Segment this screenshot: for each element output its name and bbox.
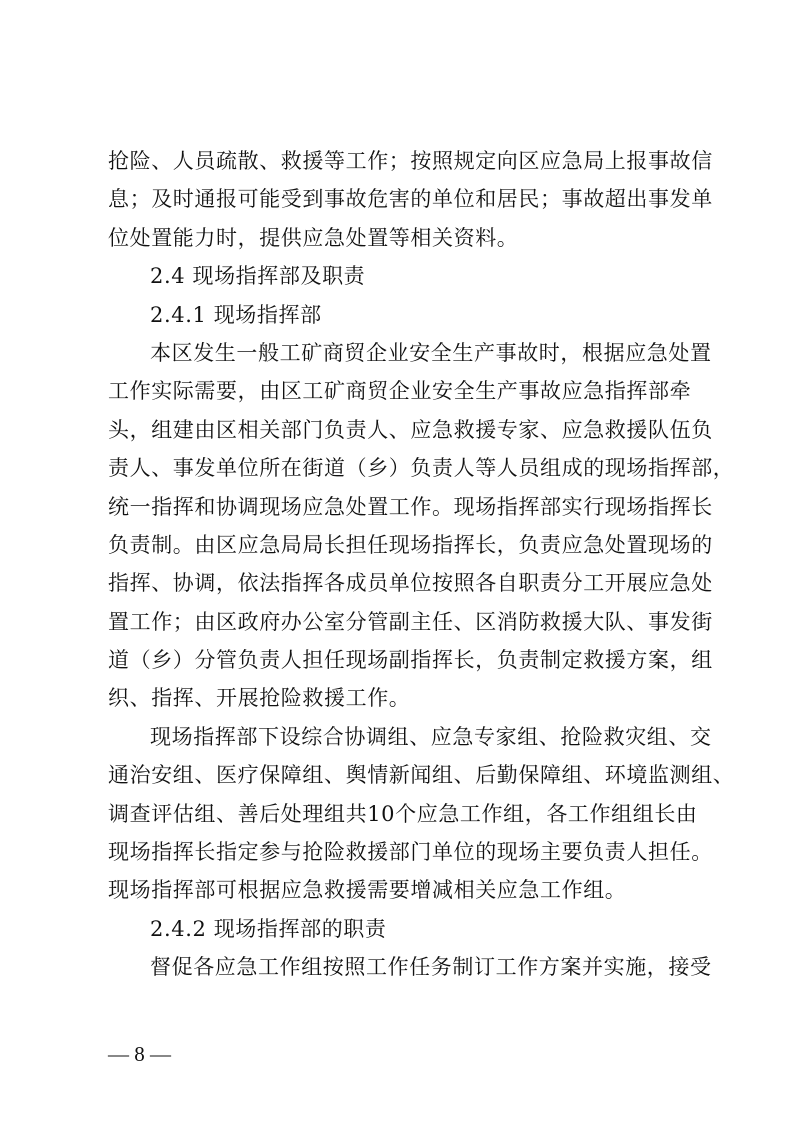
body-line: 抢险、人员疏散、救援等工作；按照规定向区应急局上报事故信: [108, 149, 713, 173]
body-line: 指挥、协调，依法指挥各成员单位按照各自职责分工开展应急处: [108, 571, 713, 596]
body-line: 现场指挥长指定参与抢险救援部门单位的现场主要负责人担任。: [108, 840, 713, 865]
body-line: 统一指挥和协调现场应急处置工作。现场指挥部实行现场指挥长: [108, 494, 713, 519]
body-line: 道（乡）分管负责人担任现场副指挥长，负责制定救援方案，组: [108, 648, 713, 673]
section-heading-2-4: 2.4 现场指挥部及职责: [150, 264, 366, 289]
body-line: 位处置能力时，提供应急处置等相关资料。: [108, 225, 519, 250]
body-line: 头，组建由区相关部门负责人、应急救援专家、应急救援队伍负: [108, 417, 713, 442]
body-line: 本区发生一般工矿商贸企业安全生产事故时，根据应急处置: [150, 340, 712, 365]
body-line: 现场指挥部可根据应急救援需要增减相关应急工作组。: [108, 878, 627, 903]
body-line: 置工作；由区政府办公室分管副主任、区消防救援大队、事发街: [108, 609, 713, 634]
document-body: [108, 142, 735, 987]
body-line: 现场指挥部下设综合协调组、应急专家组、抢险救灾组、交: [150, 724, 712, 749]
body-line: 织、指挥、开展抢险救援工作。: [108, 686, 411, 711]
body-line: 通治安组、医疗保障组、舆情新闻组、后勤保障组、环境监测组、: [108, 763, 735, 788]
section-heading-2-4-2: 2.4.2 现场指挥部的职责: [150, 916, 387, 941]
body-line: 调查评估组、善后处理组共10个应急工作组，各工作组组长由: [108, 801, 698, 826]
body-line: 责人、事发单位所在街道（乡）负责人等人员组成的现场指挥部，: [108, 456, 735, 481]
body-line: 督促各应急工作组按照工作任务制订工作方案并实施，接受: [150, 955, 712, 980]
body-line: 负责制。由区应急局局长担任现场指挥长，负责应急处置现场的: [108, 532, 713, 557]
section-heading-2-4-1: 2.4.1 现场指挥部: [150, 302, 322, 327]
body-line: 工作实际需要，由区工矿商贸企业安全生产事故应急指挥部牵: [108, 379, 692, 404]
page-number: — 8 —: [108, 1042, 171, 1066]
body-line: 息；及时通报可能受到事故危害的单位和居民；事故超出事发单: [108, 187, 713, 212]
